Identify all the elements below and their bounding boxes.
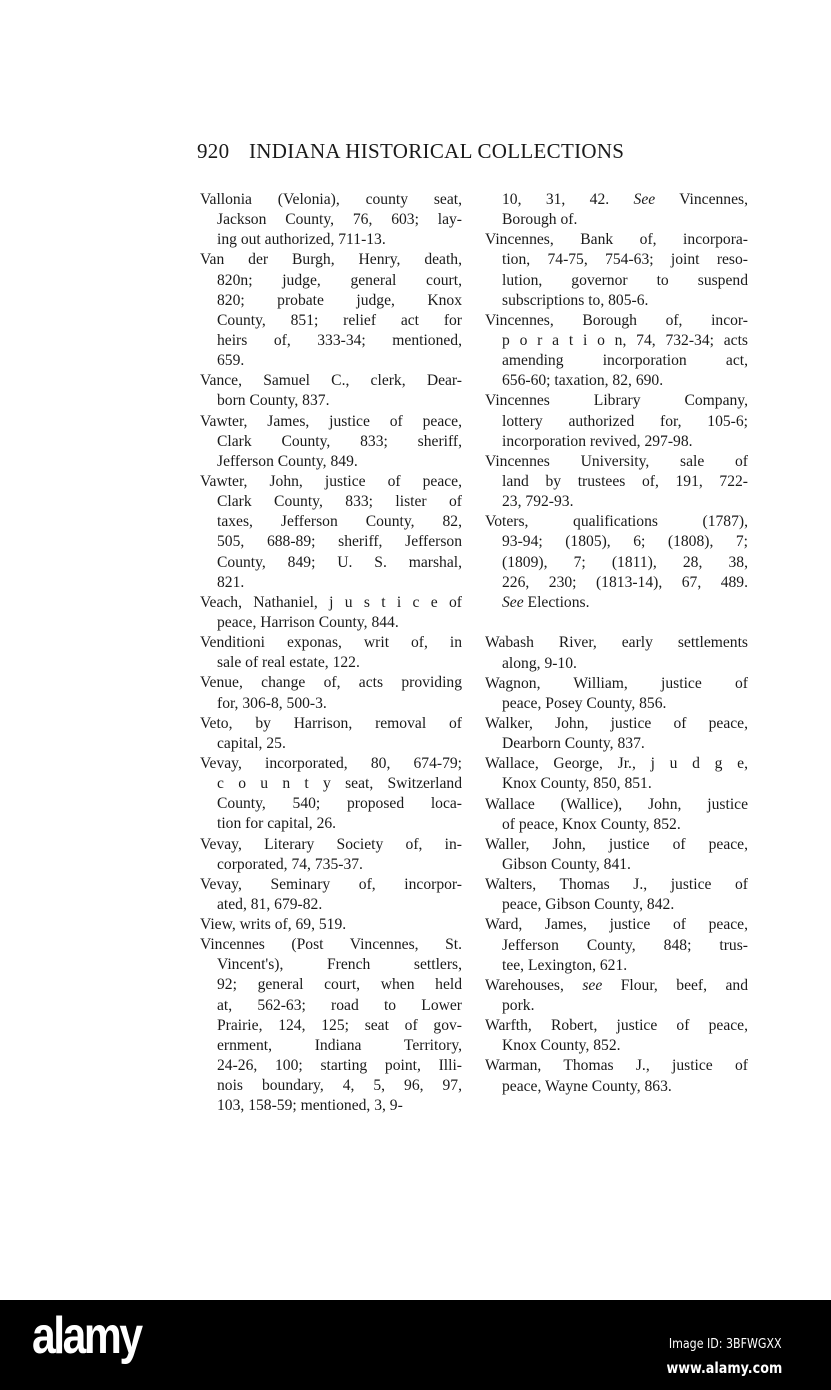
- index-line: [485, 190, 748, 210]
- index-line: p o r a t i o n, 74, 732-34; acts: [502, 331, 748, 349]
- index-entry: [200, 754, 462, 835]
- index-line: Warfth, Robert, justice of peace,: [485, 1017, 748, 1035]
- image-id-label: Image ID: 3BFWGXX: [669, 1337, 782, 1352]
- index-line: ated, 81, 679-82.: [217, 895, 323, 913]
- index-line: 24-26, 100; starting point, Illi-: [217, 1057, 462, 1075]
- index-entry: [485, 976, 748, 1016]
- index-entry: [485, 452, 748, 512]
- index-line: Walters, Thomas J., justice of: [485, 876, 748, 894]
- line-text: Warehouses,: [485, 976, 583, 994]
- index-line: peace, Gibson County, 842.: [502, 896, 675, 914]
- index-line: Vawter, James, justice of peace,: [200, 412, 462, 430]
- index-line: Knox County, 852.: [502, 1037, 621, 1055]
- site-url: www.alamy.com: [666, 1359, 782, 1377]
- index-entry: [485, 835, 748, 875]
- index-line: tion, 74-75, 754-63; joint reso-: [502, 251, 748, 269]
- index-line: heirs of, 333-34; mentioned,: [217, 331, 462, 349]
- see-reference: See: [633, 191, 656, 208]
- index-line: tion for capital, 26.: [217, 815, 337, 833]
- index-line: peace, Posey County, 856.: [502, 694, 667, 712]
- index-line: Vincennes Library Company,: [485, 392, 748, 410]
- index-line: 103, 158-59; mentioned, 3, 9-: [217, 1097, 403, 1115]
- index-line: Jackson County, 76, 603; lay-: [217, 211, 462, 229]
- index-line: Jefferson County, 848; trus-: [502, 936, 748, 954]
- index-entry: [485, 633, 748, 673]
- line-text: 10, 31, 42.: [502, 191, 634, 208]
- index-line: along, 9-10.: [502, 654, 577, 672]
- index-line: corporated, 74, 735-37.: [217, 855, 363, 873]
- running-header: [197, 139, 687, 164]
- index-line: Waller, John, justice of peace,: [485, 835, 748, 853]
- index-line: County, 540; proposed loca-: [217, 795, 462, 813]
- index-entry: [200, 190, 462, 250]
- index-line: 821.: [217, 573, 245, 591]
- index-entry: [200, 673, 462, 713]
- index-line: nois boundary, 4, 5, 96, 97,: [217, 1077, 462, 1095]
- index-entry: [200, 412, 462, 472]
- line-text: Flour, beef, and: [602, 976, 748, 994]
- index-entry: [200, 875, 462, 915]
- index-line: subscriptions to, 805-6.: [502, 291, 649, 309]
- index-line: (1809), 7; (1811), 28, 38,: [502, 553, 748, 571]
- index-line: Jefferson County, 849.: [217, 452, 358, 470]
- index-line: Van der Burgh, Henry, death,: [200, 251, 462, 269]
- index-line: Wallace (Wallice), John, justice: [485, 795, 748, 813]
- index-entry: [485, 674, 748, 714]
- index-line: Vincennes University, sale of: [485, 452, 748, 470]
- index-line: 226, 230; (1813-14), 67, 489.: [502, 573, 748, 591]
- index-entry: [485, 391, 748, 451]
- index-line: Vawter, John, justice of peace,: [200, 472, 462, 490]
- index-line: Wallace, George, Jr., j u d g e,: [485, 755, 748, 773]
- index-line: 659.: [217, 352, 245, 370]
- index-entry: [485, 190, 748, 230]
- index-line: amending incorporation act,: [502, 352, 748, 370]
- book-title: INDIANA HISTORICAL COLLECTIONS: [248, 139, 625, 163]
- index-line: Venditioni exponas, writ of, in: [200, 634, 462, 652]
- index-line: capital, 25.: [217, 734, 286, 752]
- index-entry: [200, 593, 462, 633]
- index-line: 505, 688-89; sheriff, Jefferson: [217, 533, 462, 551]
- index-line: Vevay, Seminary of, incorpor-: [200, 875, 462, 893]
- index-line: Wagnon, William, justice of: [485, 674, 748, 692]
- index-entry: [485, 1056, 748, 1096]
- index-line: Vance, Samuel C., clerk, Dear-: [200, 372, 462, 390]
- see-reference: See: [502, 593, 524, 611]
- index-line: Vincennes, Borough of, incor-: [485, 311, 748, 329]
- index-line: Vincennes, Bank of, incorpora-: [485, 231, 748, 249]
- index-line: lution, governor to suspend: [502, 271, 748, 289]
- index-line: Borough of.: [502, 211, 578, 229]
- index-line: Vevay, Literary Society of, in-: [200, 835, 462, 853]
- index-entry: [485, 795, 748, 835]
- index-line: at, 562-63; road to Lower: [217, 996, 462, 1014]
- index-line: 23, 792-93.: [502, 493, 574, 511]
- index-line: Clark County, 833; lister of: [217, 493, 462, 511]
- index-line: View, writs of, 69, 519.: [200, 916, 347, 934]
- index-column-left: [200, 190, 462, 1116]
- index-line: Dearborn County, 837.: [502, 735, 645, 753]
- index-entry: [200, 935, 462, 1116]
- index-line: tee, Lexington, 621.: [502, 956, 628, 974]
- index-line: 820n; judge, general court,: [217, 271, 462, 289]
- index-line: Ward, James, justice of peace,: [485, 916, 748, 934]
- index-line: Voters, qualifications (1787),: [485, 513, 748, 531]
- index-line: ing out authorized, 711-13.: [217, 231, 386, 249]
- index-line: Warman, Thomas J., justice of: [485, 1057, 748, 1075]
- index-entry: [200, 371, 462, 411]
- index-line: sale of real estate, 122.: [217, 654, 360, 672]
- index-line: Vallonia (Velonia), county seat,: [200, 191, 462, 208]
- index-line: 93-94; (1805), 6; (1808), 7;: [502, 533, 748, 551]
- index-line: land by trustees of, 191, 722-: [502, 472, 748, 490]
- index-line: 92; general court, when held: [217, 976, 462, 994]
- see-reference: see: [582, 976, 603, 994]
- index-line: ernment, Indiana Territory,: [217, 1036, 462, 1054]
- line-text: Elections.: [523, 593, 590, 611]
- index-line: Vincent's), French settlers,: [217, 956, 462, 974]
- index-entry: [485, 714, 748, 754]
- index-line: of peace, Knox County, 852.: [502, 815, 681, 833]
- index-line: [485, 976, 748, 996]
- index-line: 656-60; taxation, 82, 690.: [502, 372, 664, 390]
- index-line: Veach, Nathaniel, j u s t i c e of: [200, 593, 462, 611]
- index-line: Vincennes (Post Vincennes, St.: [200, 936, 462, 954]
- page-number: 920: [197, 139, 230, 163]
- index-line: Knox County, 850, 851.: [502, 775, 652, 793]
- index-entry: [485, 230, 748, 311]
- index-line: peace, Harrison County, 844.: [217, 613, 399, 631]
- index-entry: [485, 311, 748, 392]
- index-entry: [200, 633, 462, 673]
- index-line: born County, 837.: [217, 392, 330, 410]
- section-gap: [485, 613, 748, 634]
- index-line: 820; probate judge, Knox: [217, 291, 462, 309]
- index-line: Vevay, incorporated, 80, 674-79;: [200, 754, 462, 772]
- index-entry: [200, 915, 462, 935]
- index-line: peace, Wayne County, 863.: [502, 1077, 672, 1095]
- index-entry: [485, 1016, 748, 1056]
- index-line: Venue, change of, acts providing: [200, 674, 462, 692]
- index-line: incorporation revived, 297-98.: [502, 432, 693, 450]
- index-line: County, 851; relief act for: [217, 311, 462, 329]
- index-entry: [200, 472, 462, 593]
- index-line: Wabash River, early settlements: [485, 634, 748, 652]
- alamy-logo: alamy: [32, 1307, 141, 1365]
- index-column-right: [485, 190, 748, 1097]
- index-entry: [200, 835, 462, 875]
- index-line: County, 849; U. S. marshal,: [217, 553, 462, 571]
- index-entry: [200, 714, 462, 754]
- index-line: Walker, John, justice of peace,: [485, 715, 748, 733]
- index-line: taxes, Jefferson County, 82,: [217, 513, 462, 531]
- index-entry: [200, 250, 462, 371]
- index-entry: [485, 875, 748, 915]
- line-text: Vincennes,: [655, 191, 748, 208]
- index-line: pork.: [502, 996, 535, 1014]
- index-line: lottery authorized for, 105-6;: [502, 412, 748, 430]
- index-entry: [485, 512, 748, 613]
- index-entry: [485, 915, 748, 975]
- index-line: Prairie, 124, 125; seat of gov-: [217, 1016, 462, 1034]
- index-line: Clark County, 833; sheriff,: [217, 432, 462, 450]
- stock-watermark-banner: [0, 1300, 831, 1390]
- index-line: for, 306-8, 500-3.: [217, 694, 327, 712]
- index-entry: [485, 754, 748, 794]
- index-line: c o u n t y seat, Switzerland: [217, 775, 462, 793]
- index-line: Veto, by Harrison, removal of: [200, 714, 462, 732]
- index-line: Gibson County, 841.: [502, 856, 631, 873]
- index-line: [485, 593, 748, 613]
